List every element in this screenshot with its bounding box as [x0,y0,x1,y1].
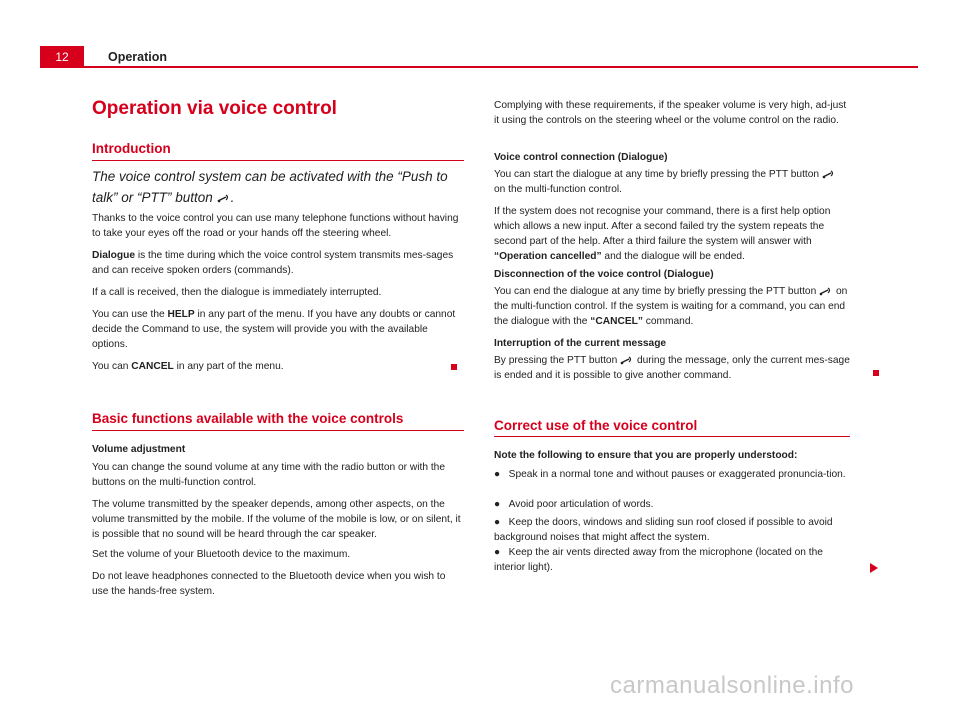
section-title: Operation [108,50,168,64]
help-paragraph: You can use the HELP in any part of the menu. If you have any doubts or cannot decide the Command to use, the system will provide you with the available options. [92,309,456,350]
volume-paragraph-1: You can change the sound volume at any time with the radio button or with the buttons on the multi-function control. [92,462,446,488]
connection-heading: Voice control connection (Dialogue) [494,152,668,163]
requirements-paragraph: Complying with these requirements, if the speaker volume is very high, ad-just it using the controls on the steering wheel or the volume control on the radio. [494,100,847,126]
correct-use-heading: Correct use of the voice control [494,418,698,433]
basic-functions-heading: Basic functions available with the voice controls [92,411,404,426]
page-number: 12 [40,46,84,68]
connection-paragraph-2: If the system does not recognise your command, there is a first help option which allows a new input. After a second failed try the system repeats the second part of the help. After a third failure the system will answer with “Operation cancelled” and the dialogue will be ended. [494,206,831,262]
section-end-mark [873,370,879,376]
disconnection-paragraph: You can end the dialogue at any time by briefly pressing the PTT button on the multi-function control. If the system is waiting for a command, you can end the dialogue with the “CANCEL” command. [494,286,848,327]
list-item: ● Speak in a normal tone and without pauses or exaggerated pronuncia-tion. [494,469,846,480]
ptt-icon [620,355,634,365]
header-rule [84,66,918,68]
connection-paragraph-1: You can start the dialogue at any time by briefly pressing the PTT button on the multi-function control. [494,167,850,197]
basic-functions-rule [92,430,464,431]
interruption-heading: Interruption of the current message [494,338,667,349]
intro-heading: Introduction [92,141,171,156]
section-end-mark [451,364,457,370]
intro-heading-rule [92,160,464,161]
list-item: ● Keep the doors, windows and sliding sun roof closed if possible to avoid background noises that might affect the system. [494,517,833,543]
list-item: ● Keep the air vents directed away from the microphone (located on the interior light). [494,547,823,573]
correct-use-note: Note the following to ensure that you are properly understood: [494,450,798,461]
page-title: Operation via voice control [92,98,337,119]
correct-use-rule [494,436,850,437]
volume-paragraph-4: Do not leave headphones connected to the Bluetooth device when you wish to use the hands-free system. [92,571,446,597]
volume-heading: Volume adjustment [92,444,186,455]
cancel-paragraph: You can CANCEL in any part of the menu. [92,361,284,372]
ptt-icon [822,169,836,179]
ptt-icon [217,193,231,203]
dialogue-paragraph: Dialogue is the time during which the voice control system transmits mes-sages and can receive spoken orders (commands). [92,250,454,276]
disconnection-heading: Disconnection of the voice control (Dialogue) [494,269,714,280]
intro-lead: The voice control system can be activated with the “Push to talk” or “PTT” button . [92,169,448,205]
call-paragraph: If a call is received, then the dialogue is immediately interrupted. [92,287,382,298]
list-item: ● Avoid poor articulation of words. [494,499,654,510]
volume-paragraph-2: The volume transmitted by the speaker depends, among other aspects, on the volume transmitted by the mobile. If the volume of the mobile is low, or on silent, it is possible that no sound will be heard through the car speaker. [92,499,461,540]
intro-paragraph: Thanks to the voice control you can use many telephone functions without having to take your eyes off the road or your hands off the steering wheel. [92,213,459,239]
interruption-paragraph: By pressing the PTT button during the message, only the current mes-sage is ended and it is possible to give another command. [494,355,850,381]
continue-arrow-icon [870,563,878,573]
watermark: carmanualsonline.info [610,672,854,699]
ptt-icon [819,286,833,296]
volume-paragraph-3: Set the volume of your Bluetooth device to the maximum. [92,549,351,560]
